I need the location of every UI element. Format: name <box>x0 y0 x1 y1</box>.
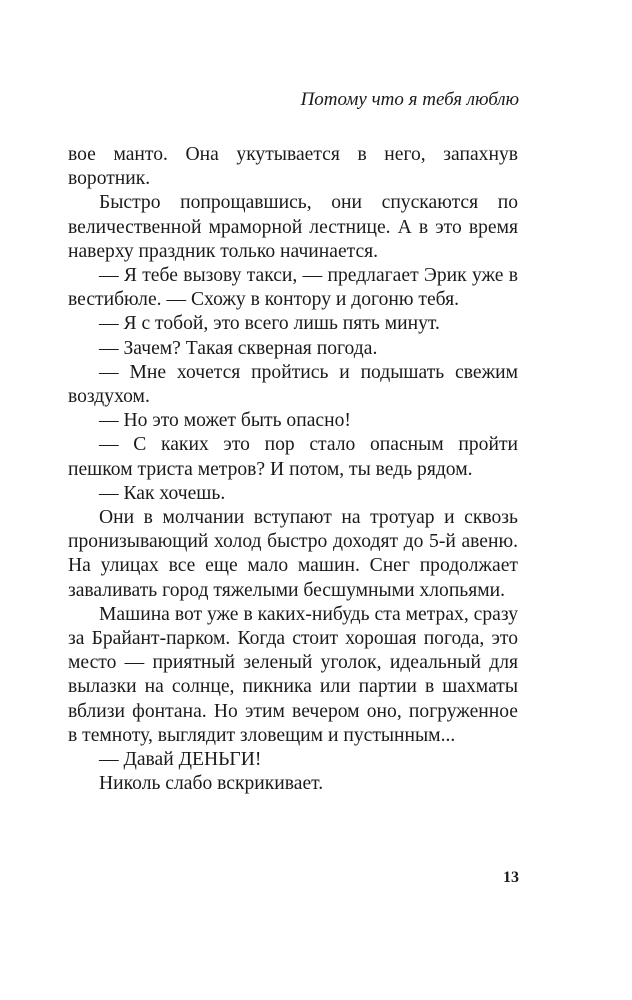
paragraph: — С каких это пор стало опасным пройти пешком триста метров? И потом, ты ведь рядом. <box>68 434 518 480</box>
body-text <box>68 143 518 796</box>
paragraph: — Я с тобой, это всего лишь пять минут. <box>99 313 440 335</box>
paragraph: — Я тебе вызову такси, — предлагает Эрик уже в вестибюле. — Схожу в контору и догоню тебя. <box>68 265 518 311</box>
paragraph: Они в молчании вступают на тротуар и сквозь пронизывающий холод быстро доходят до 5-й авеню. На улицах все еще мало машин. Снег продолжает заваливать город тяжелыми бесшумными хлопьями. <box>68 507 518 601</box>
paragraph: — Как хочешь. <box>99 482 226 504</box>
running-head: Потому что я тебя люблю <box>300 89 519 110</box>
paragraph: — Но это может быть опасно! <box>99 410 351 432</box>
page-number: 13 <box>503 869 519 886</box>
paragraph: Машина вот уже в каких-нибудь ста метрах, сразу за Брайант-парком. Когда стоит хорошая погода, это место — приятный зеленый уголок, идеальный для вылазки на солнце, пикника или партии в шахматы вблизи фонтана. Но этим вечером оно, погруженное в темноту, выглядит зловещим и пустынным... <box>68 603 518 746</box>
paragraph: вое манто. Она укутывается в него, запахнув воротник. <box>68 144 518 190</box>
paragraph: — Зачем? Такая скверная погода. <box>99 337 378 359</box>
paragraph: — Мне хочется пройтись и подышать свежим воздухом. <box>68 361 518 408</box>
paragraph: — Давай ДЕНЬГИ! <box>99 749 262 771</box>
paragraph: Быстро попрощавшись, они спускаются по величественной мраморной лестнице. А в это время наверху праздник только начинается. <box>68 192 518 262</box>
paragraph: Николь слабо вскрикивает. <box>99 773 324 795</box>
